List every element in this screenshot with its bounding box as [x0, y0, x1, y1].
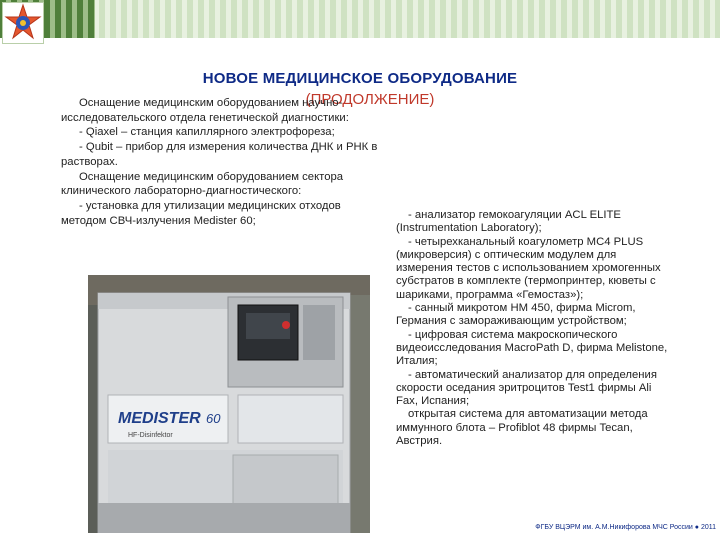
left-paragraph: - установка для утилизации медицинских отходов методом СВЧ-излучения Medister 60;: [61, 199, 341, 227]
device-sub-label: HF-Disinfektor: [128, 432, 173, 439]
emercom-logo: [2, 2, 44, 44]
right-paragraph: - автоматический анализатор для определения скорости оседания эритроцитов Test1 фирмы Ali Fax, Испания;: [396, 368, 657, 408]
footer-credit: ФГБУ ВЦЭРМ им. А.М.Никифорова МЧС России ● 2011: [535, 524, 716, 531]
left-paragraph: - Qubit – прибор для измерения количества ДНК и РНК в растворах.: [61, 141, 378, 168]
left-text-block: [61, 96, 379, 228]
slide-title: НОВОЕ МЕДИЦИНСКОЕ ОБОРУДОВАНИЕ: [202, 70, 518, 87]
right-text-block: [396, 209, 672, 448]
device-illustration: [88, 275, 370, 533]
left-paragraph: Оснащение медицинским оборудованием сектора клинического лабораторно-диагностического:: [61, 170, 344, 198]
right-paragraph: - четырехканальный коагулометр МС4 PLUS (микроверсия) с оптическим модулем для измерения тестов с использованием хромогенных субстратов в комплекте (термопринтер, кюветы с шариками, программа «Гемостаз»);: [396, 235, 661, 301]
medister-device-photo: [88, 275, 370, 533]
left-paragraph: - Qiaxel – станция капиллярного электрофореза;: [79, 126, 335, 139]
right-paragraph: - анализатор гемокоагуляции ACL ELITE (Instrumentation Laboratory);: [396, 209, 621, 235]
right-paragraph: открытая система для автоматизации метода иммунного блота – Profiblot 48 фирмы Tecan, Австрия.: [396, 408, 648, 448]
device-model-label: 60: [206, 411, 221, 426]
slide-subtitle: (ПРОДОЛЖЕНИЕ): [305, 91, 435, 108]
right-paragraph: - цифровая система макроскопического видеоисследования MacroPath D, фирма Melistone, Италия;: [396, 328, 668, 368]
right-paragraph: - санный микротом НМ 450, фирма Microm, Германия с замораживающим устройством;: [396, 302, 636, 328]
left-paragraph: Оснащение медицинским оборудованием научно-исследовательского отдела генетической диагностики:: [61, 97, 349, 124]
device-brand-label: MEDISTER: [118, 410, 201, 427]
top-decorative-bar: [0, 0, 720, 38]
emercom-star-emblem-icon: [3, 3, 43, 43]
